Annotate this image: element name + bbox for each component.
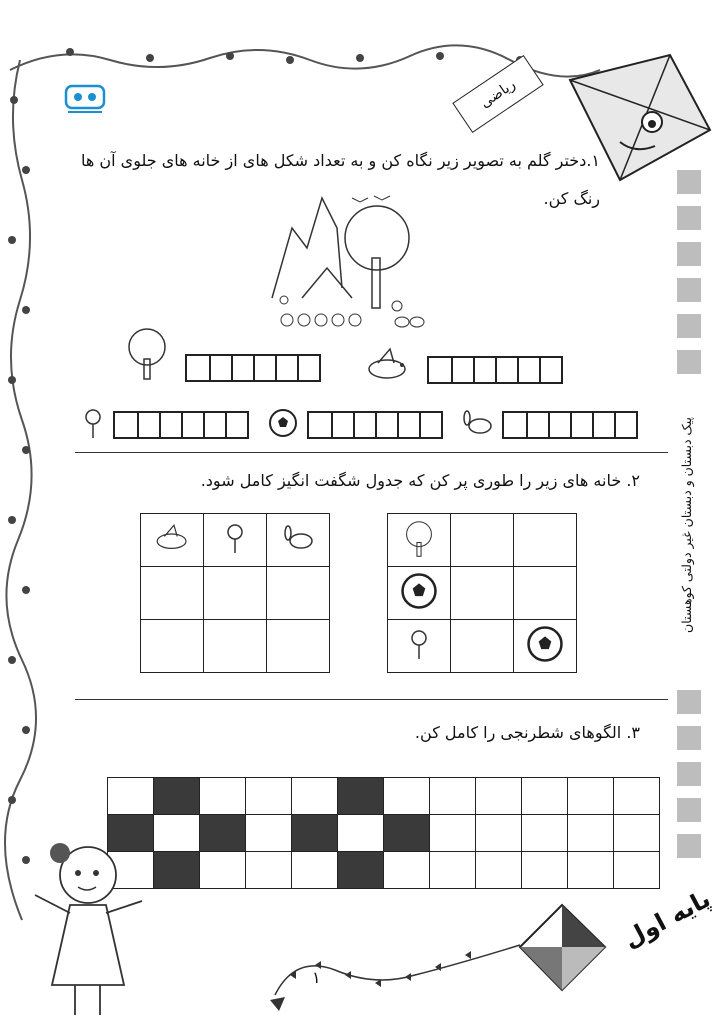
grid-cell[interactable] bbox=[568, 815, 614, 852]
school-logo bbox=[64, 82, 106, 116]
grid-cell[interactable] bbox=[614, 852, 660, 889]
grid-cell[interactable] bbox=[522, 778, 568, 815]
tree-count-boxes[interactable] bbox=[185, 354, 321, 382]
subject-tag: ریاضی bbox=[452, 55, 543, 133]
grid-cell[interactable] bbox=[246, 852, 292, 889]
grid-cell[interactable] bbox=[246, 778, 292, 815]
table-cell[interactable] bbox=[141, 567, 204, 620]
decorative-vine-left bbox=[0, 60, 40, 960]
tree-icon bbox=[399, 518, 439, 558]
grid-cell[interactable] bbox=[108, 778, 154, 815]
ball-icon bbox=[268, 408, 298, 438]
checker-pattern-grid bbox=[107, 777, 660, 889]
table-cell[interactable] bbox=[451, 620, 514, 673]
grid-cell[interactable] bbox=[522, 852, 568, 889]
table-cell[interactable] bbox=[388, 567, 451, 620]
page-number: ۱ bbox=[312, 968, 321, 987]
grid-cell[interactable] bbox=[200, 815, 246, 852]
grid-cell[interactable] bbox=[430, 778, 476, 815]
grid-cell[interactable] bbox=[476, 852, 522, 889]
table-cell[interactable] bbox=[204, 514, 267, 567]
question-2-text: ۲. خانه های زیر را طوری پر کن که جدول شگفت انگیز کامل شود. bbox=[200, 471, 640, 490]
divider-2 bbox=[75, 699, 668, 700]
table-cell[interactable] bbox=[141, 514, 204, 567]
grid-cell[interactable] bbox=[246, 815, 292, 852]
rabbit-icon bbox=[460, 410, 494, 436]
bird-icon bbox=[360, 345, 415, 385]
table-cell[interactable] bbox=[514, 620, 577, 673]
grid-cell[interactable] bbox=[384, 815, 430, 852]
question-1-text: ۱.دختر گلم به تصویر زیر نگاه کن و به تعداد شکل های از خانه های جلوی آن ها رنگ کن. bbox=[80, 151, 600, 208]
nature-scene-illustration bbox=[262, 188, 432, 338]
table-cell[interactable] bbox=[141, 620, 204, 673]
girl-illustration bbox=[30, 835, 150, 1021]
flower-icon bbox=[80, 407, 106, 439]
grid-cell[interactable] bbox=[200, 852, 246, 889]
bird-icon bbox=[150, 521, 194, 555]
divider-1 bbox=[75, 452, 668, 453]
grid-cell[interactable] bbox=[430, 852, 476, 889]
grid-cell[interactable] bbox=[384, 852, 430, 889]
grid-cell[interactable] bbox=[430, 815, 476, 852]
grid-cell[interactable] bbox=[200, 778, 246, 815]
grid-cell[interactable] bbox=[568, 852, 614, 889]
table-cell[interactable] bbox=[267, 514, 330, 567]
flower-icon bbox=[406, 624, 432, 664]
grid-cell[interactable] bbox=[154, 778, 200, 815]
grid-cell[interactable] bbox=[292, 852, 338, 889]
table-cell[interactable] bbox=[388, 620, 451, 673]
flower-icon bbox=[222, 518, 248, 558]
grid-cell[interactable] bbox=[154, 815, 200, 852]
grid-cell[interactable] bbox=[614, 815, 660, 852]
kite-bottom-illustration bbox=[515, 900, 610, 995]
grid-cell[interactable] bbox=[338, 778, 384, 815]
ball-icon bbox=[526, 625, 564, 663]
grid-cell[interactable] bbox=[568, 778, 614, 815]
table-cell[interactable] bbox=[267, 620, 330, 673]
grid-cell[interactable] bbox=[384, 778, 430, 815]
table-cell[interactable] bbox=[267, 567, 330, 620]
grid-cell[interactable] bbox=[292, 778, 338, 815]
magic-table-left bbox=[140, 513, 330, 673]
question-3-text: ۳. الگوهای شطرنجی را کامل کن. bbox=[414, 723, 640, 742]
rabbit-count-boxes[interactable] bbox=[502, 411, 638, 439]
sidebar-vertical-text: پیک‌ دبستان و دبستان غیر دولتی کوهستان bbox=[679, 417, 694, 633]
grid-cell[interactable] bbox=[614, 778, 660, 815]
kite-string-decoration bbox=[255, 925, 525, 1015]
rabbit-icon bbox=[281, 525, 315, 551]
grid-cell[interactable] bbox=[292, 815, 338, 852]
table-cell[interactable] bbox=[514, 514, 577, 567]
ball-count-boxes[interactable] bbox=[307, 411, 443, 439]
ball-icon bbox=[400, 572, 438, 610]
grid-cell[interactable] bbox=[476, 778, 522, 815]
grid-cell[interactable] bbox=[338, 815, 384, 852]
tree-icon bbox=[118, 325, 176, 380]
grid-cell[interactable] bbox=[476, 815, 522, 852]
grade-label: پایه اول bbox=[618, 884, 715, 954]
table-cell[interactable] bbox=[451, 514, 514, 567]
grid-cell[interactable] bbox=[154, 852, 200, 889]
table-cell[interactable] bbox=[451, 567, 514, 620]
table-cell[interactable] bbox=[204, 620, 267, 673]
table-cell[interactable] bbox=[388, 514, 451, 567]
flower-count-boxes[interactable] bbox=[113, 411, 249, 439]
grid-cell[interactable] bbox=[522, 815, 568, 852]
table-cell[interactable] bbox=[514, 567, 577, 620]
grid-cell[interactable] bbox=[338, 852, 384, 889]
bird-count-boxes[interactable] bbox=[427, 356, 563, 384]
table-cell[interactable] bbox=[204, 567, 267, 620]
magic-table-right bbox=[387, 513, 577, 673]
